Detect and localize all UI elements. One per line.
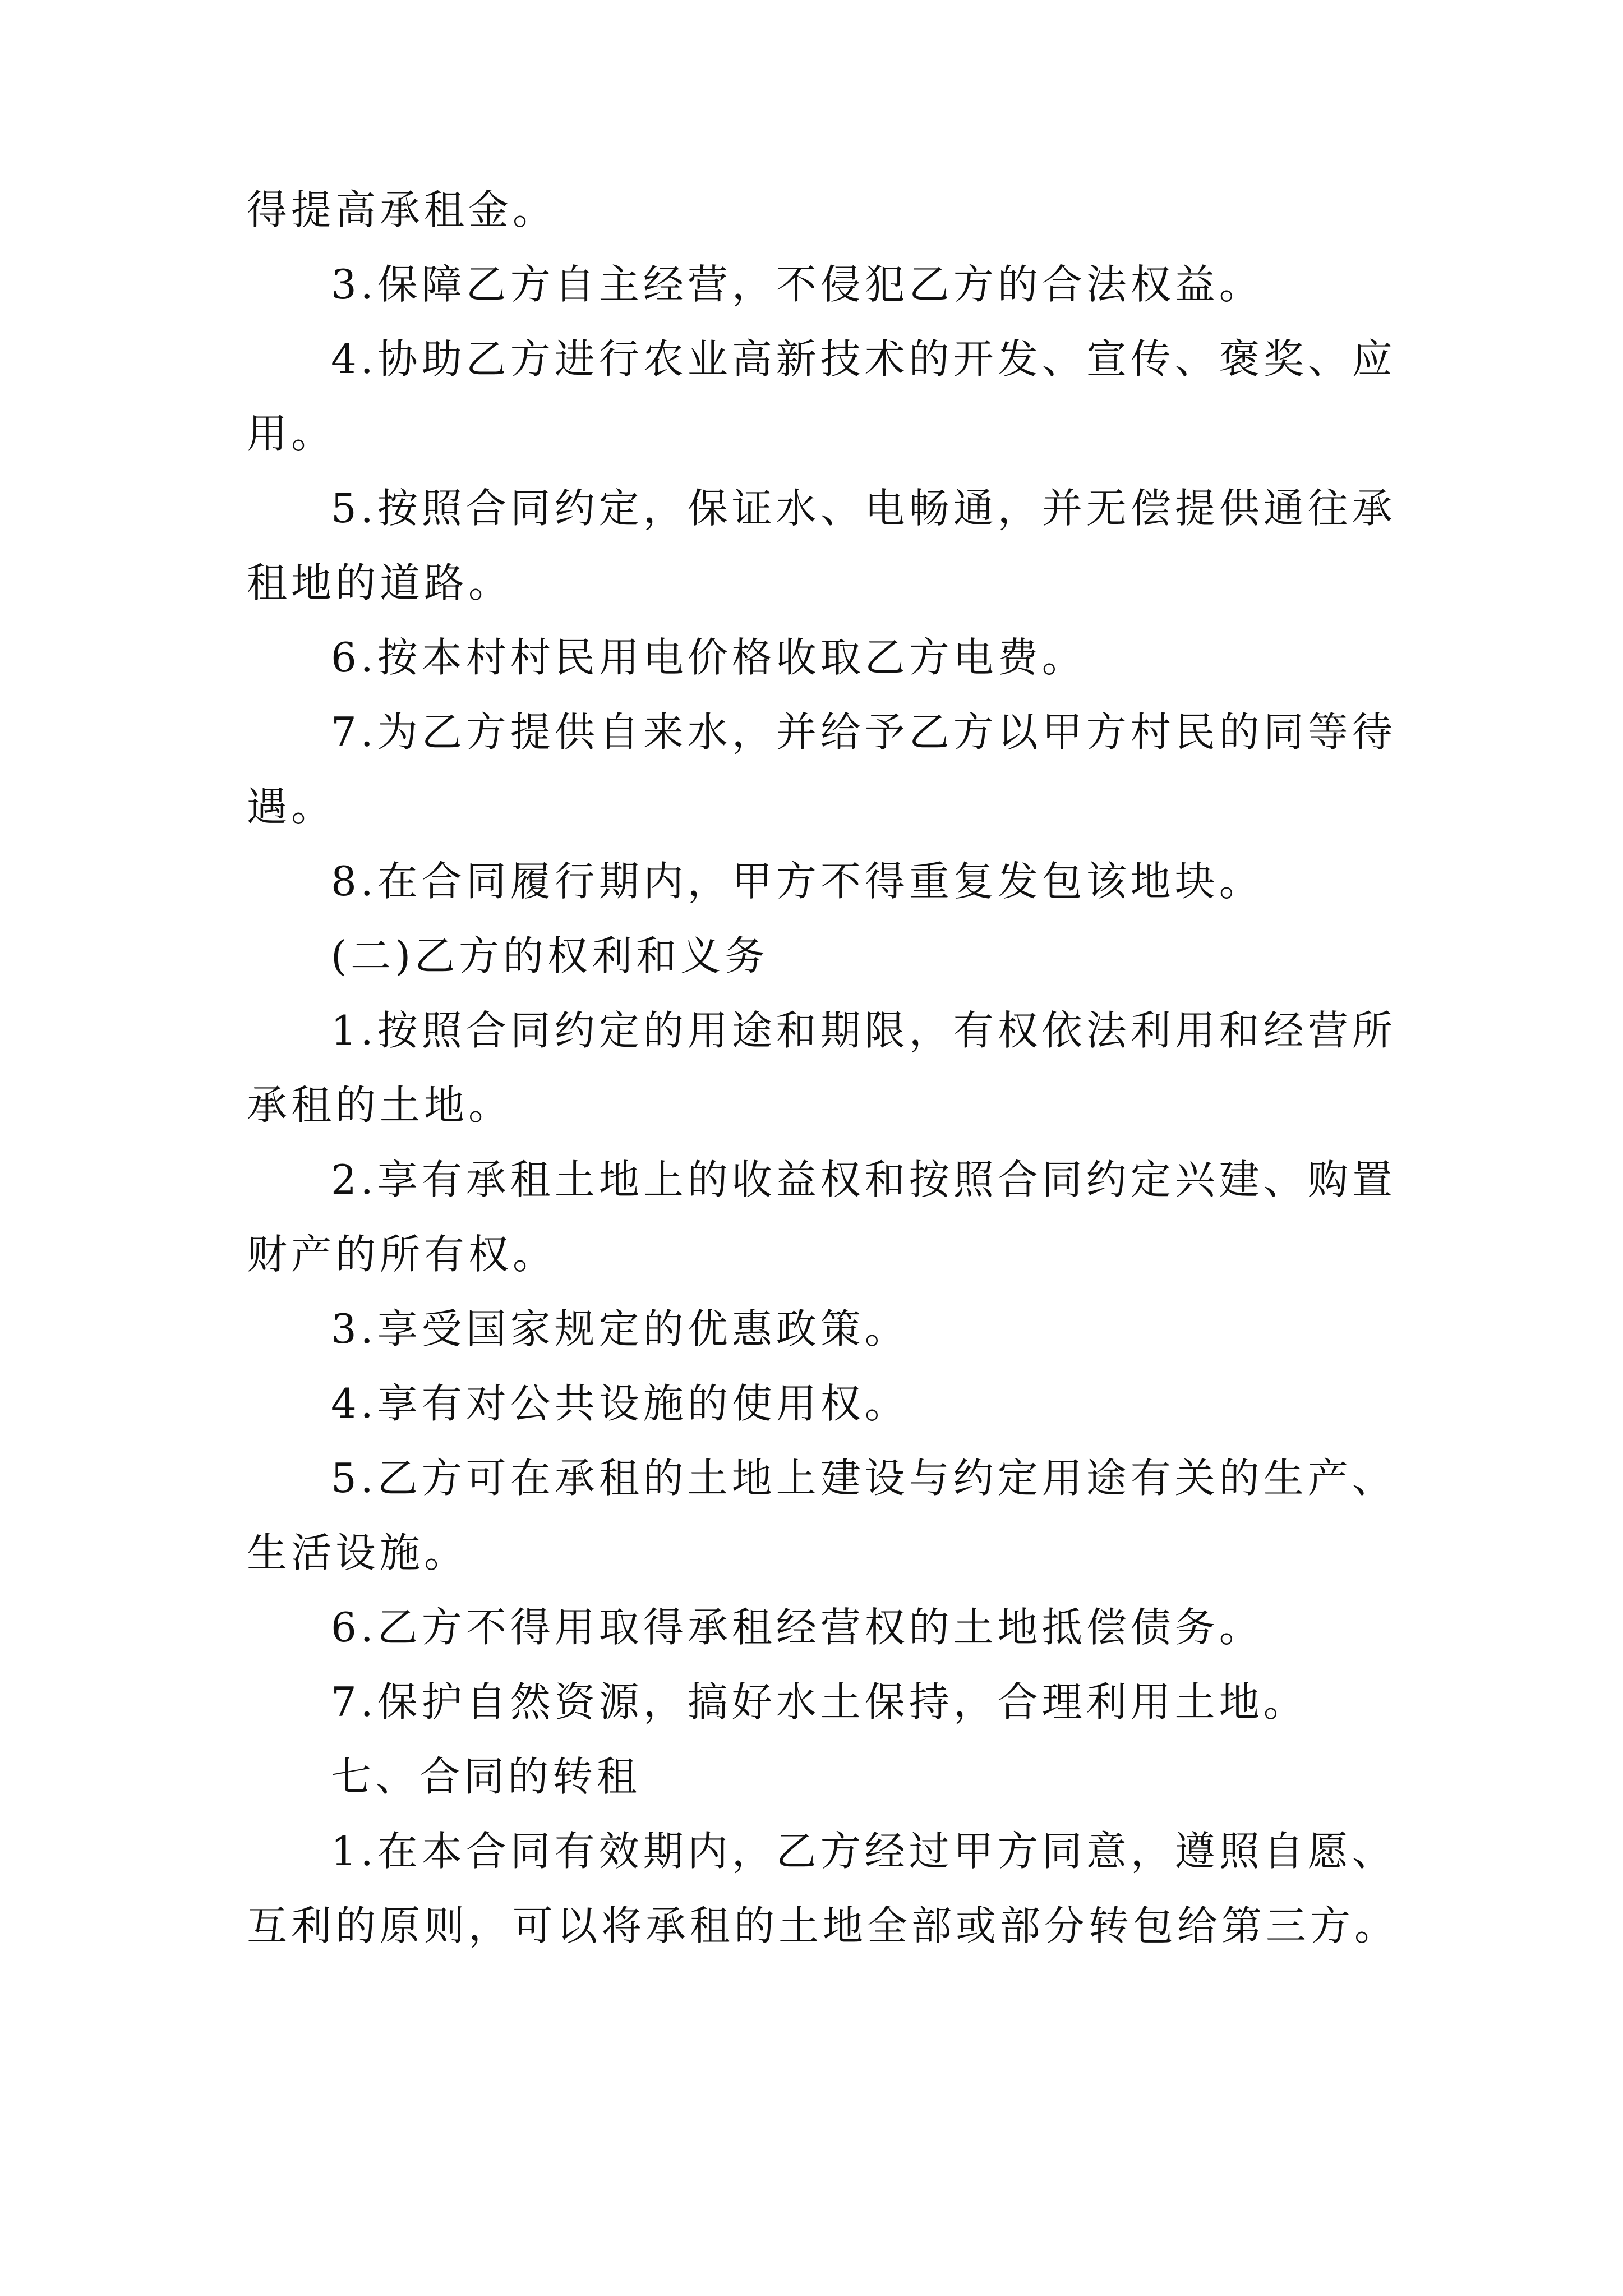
paragraph-line: 生活设施。 <box>247 1529 469 1576</box>
paragraph-line: 1.按照合同约定的用途和期限，有权依法利用和经营所 <box>331 1007 1396 1054</box>
paragraph-line: 4.享有对公共设施的使用权。 <box>331 1380 909 1427</box>
section-heading: (二)乙方的权利和义务 <box>331 932 769 979</box>
paragraph-line: 承租的土地。 <box>247 1082 513 1129</box>
paragraph-line: 得提高承租金。 <box>247 186 557 233</box>
paragraph-line: 7.保护自然资源，搞好水土保持，合理利用土地。 <box>331 1678 1308 1726</box>
paragraph-line: 5.乙方可在承租的土地上建设与约定用途有关的生产、 <box>331 1455 1396 1502</box>
paragraph-line: 4.协助乙方进行农业高新技术的开发、宣传、褒奖、应 <box>331 335 1396 383</box>
paragraph-line: 6.乙方不得用取得承租经营权的土地抵偿债务。 <box>331 1604 1264 1651</box>
paragraph-line: 2.享有承租土地上的收益权和按照合同约定兴建、购置 <box>331 1156 1396 1203</box>
paragraph-line: 3.享受国家规定的优惠政策。 <box>331 1305 909 1352</box>
paragraph-line: 遇。 <box>247 783 336 830</box>
paragraph-line: 租地的道路。 <box>247 559 513 606</box>
section-heading: 七、合同的转租 <box>331 1753 642 1800</box>
paragraph-line: 8.在合同履行期内，甲方不得重复发包该地块。 <box>331 858 1264 905</box>
paragraph-line: 7.为乙方提供自来水，并给予乙方以甲方村民的同等待 <box>331 708 1396 756</box>
paragraph-line: 1.在本合同有效期内，乙方经过甲方同意，遵照自愿、 <box>331 1828 1396 1875</box>
paragraph-line: 财产的所有权。 <box>247 1231 557 1278</box>
paragraph-line: 6.按本村村民用电价格收取乙方电费。 <box>331 634 1086 681</box>
paragraph-line: 用。 <box>247 410 336 457</box>
paragraph-line: 5.按照合同约定，保证水、电畅通，并无偿提供通往承 <box>331 485 1396 532</box>
paragraph-line: 3.保障乙方自主经营，不侵犯乙方的合法权益。 <box>331 261 1264 308</box>
paragraph-line: 互利的原则，可以将承租的土地全部或部分转包给第三方。 <box>247 1902 1399 1949</box>
